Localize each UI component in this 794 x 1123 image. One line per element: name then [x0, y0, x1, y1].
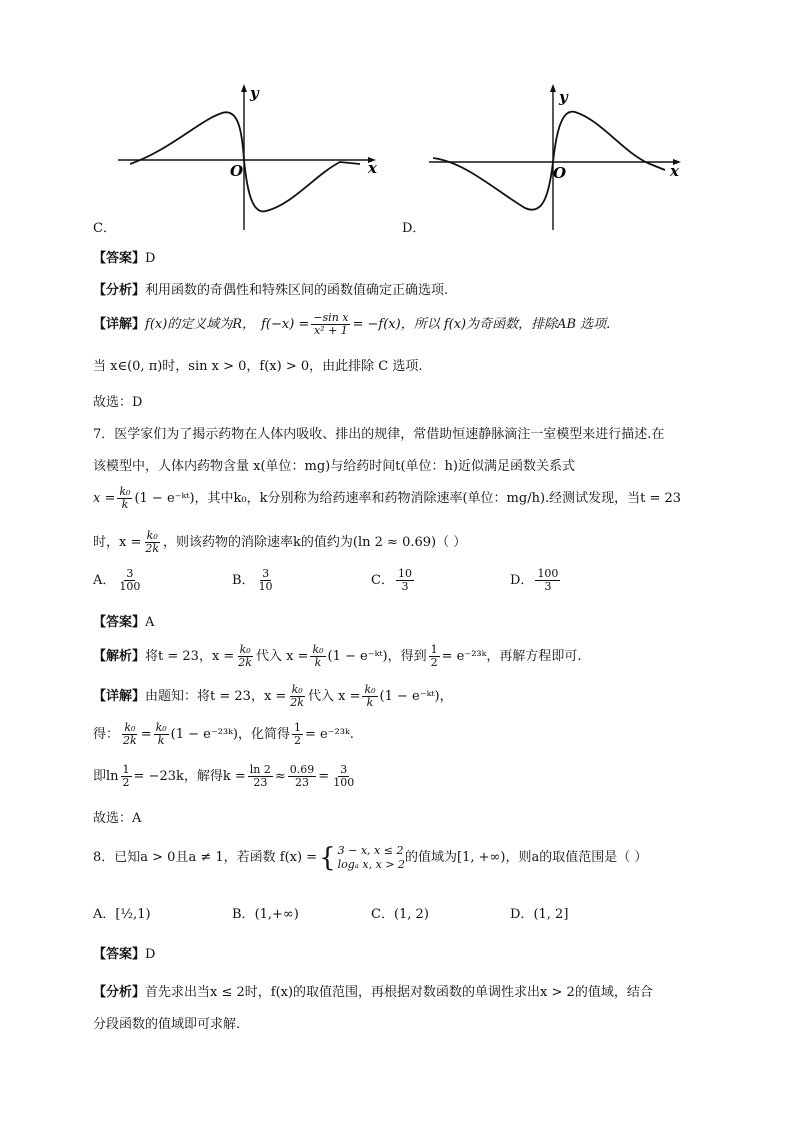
q8-stem: 8．已知a > 0且a ≠ 1，若函数 f(x) = { 3 − x, x ≤ 2 logₐ x, x > 2 的值域为[1, +∞)，则a的取值范围是（ ）	[93, 843, 648, 873]
q6-detail: 【详解】 f(x)的定义域为R， f(−x) = $\frac{\text{−sin x}}{\text{x² + 1}}$ = −f(x)，所以 f(x)为奇函数，排除AB 选项.	[93, 311, 611, 337]
q7-option-b[interactable]: B． 3 10	[232, 567, 273, 593]
q7-choice: 故选：A	[93, 811, 142, 826]
option-d-label: D．	[402, 221, 426, 236]
graph-d-y-label: y	[559, 88, 568, 106]
graph-c-x-label: x	[368, 159, 377, 177]
graph-c-y-label: y	[250, 84, 259, 102]
q7-stem-3: x = $\frac{\text{k₀}}{k}$ (1 − e⁻ᵏᵗ)，其中k₀，k分别称为给药速率和药物消除速率(单位：mg/h).经测试发现，当t = 23	[93, 485, 682, 511]
graph-d-origin: O	[553, 164, 567, 182]
q6-choice: 故选：D	[93, 395, 143, 410]
graph-c-origin: O	[230, 162, 244, 180]
q8-answer: 【答案】D	[93, 947, 156, 962]
q8-analysis-2: 分段函数的值域即可求解.	[93, 1017, 241, 1032]
q8-case-2: logₐ x, x > 2	[337, 858, 406, 871]
graph-d	[425, 80, 695, 235]
q7-stem-1: 7．医学家们为了揭示药物在人体内吸收、排出的规律，常借助恒速静脉滴注一室模型来进行描述.在	[93, 427, 665, 442]
q7-option-d[interactable]: D． 100 3	[510, 567, 559, 593]
q7-solution: 【解析】 将t = 23，x = $\frac{\text{k₀}}{2k}$ 代入 x = $\frac{\text{k₀}}{k}$ (1 − e⁻ᵏᵗ)，得到 $\frac{1}{2}$ = e⁻²³ᵏ，再解方程即可.	[93, 643, 582, 669]
q7-detail-1: 【详解】 由题知：将t = 23，x = $\frac{\text{k₀}}{2k}$ 代入 x = $\frac{\text{k₀}}{k}$ (1 − e⁻ᵏᵗ)，	[93, 683, 453, 709]
q6-analysis: 【分析】利用函数的奇偶性和特殊区间的函数值确定正确选项.	[93, 283, 449, 298]
q7-answer: 【答案】A	[93, 615, 155, 630]
q6-detail-2: 当 x∈(0, π)时，sin x > 0，f(x) > 0，由此排除 C 选项.	[93, 359, 423, 374]
q7-option-a[interactable]: A． 3 100	[93, 567, 141, 593]
option-c-label: C．	[93, 221, 116, 236]
q6-answer: 【答案】D	[93, 251, 156, 266]
q8-option-d[interactable]: D．(1, 2]	[510, 907, 569, 922]
graph-d-x-label: x	[670, 162, 679, 180]
q8-option-b[interactable]: B．(1,+∞)	[232, 907, 299, 922]
q7-detail-2: 得： $\frac{\text{k₀}}{2k}$ = $\frac{\text{k₀}}{k}$ (1 − e⁻²³ᵏ)，化简得 $\frac{1}{2}$ = e⁻²³ᵏ.	[93, 721, 354, 747]
q7-option-c[interactable]: C． 10 3	[371, 567, 412, 593]
q7-stem-4: 时，x = $\frac{\text{k₀}}{2k}$ ，则该药物的消除速率k的值约为(ln 2 ≈ 0.69)（ ）	[93, 529, 467, 555]
q8-option-a[interactable]: A．[½,1)	[93, 907, 151, 922]
q7-stem-2: 该模型中，人体内药物含量 x(单位：mg)与给药时间t(单位：h)近似满足函数关系式	[93, 459, 575, 474]
q8-analysis: 【分析】首先求出当x ≤ 2时，f(x)的取值范围，再根据对数函数的单调性求出x > 2的值域，结合	[93, 985, 653, 1000]
q7-detail-3: 即ln $\frac{1}{2}$ = −23k，解得k = $\frac{\ln 2}{23}$ ≈ $\frac{0.69}{23}$ = $\frac{3}{100}$	[93, 763, 355, 789]
q8-option-c[interactable]: C．(1, 2)	[371, 907, 429, 922]
q8-case-1: 3 − x, x ≤ 2	[337, 844, 404, 857]
graph-c	[110, 80, 390, 235]
